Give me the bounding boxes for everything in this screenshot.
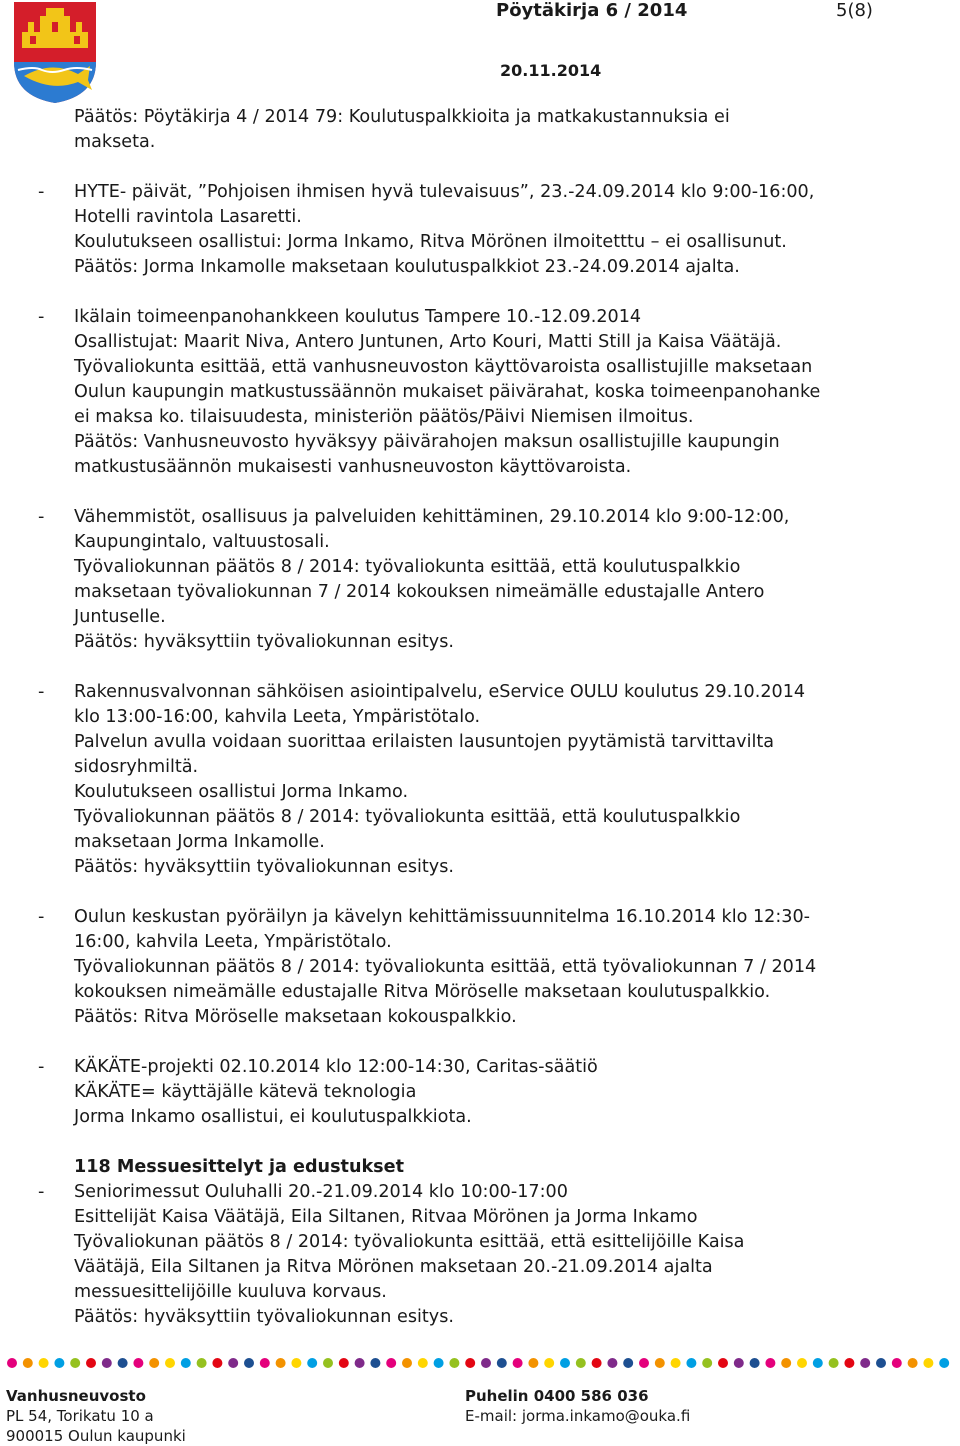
divider-dot: [797, 1358, 807, 1368]
divider-dot: [133, 1358, 143, 1368]
document-title: Pöytäkirja 6 / 2014: [496, 0, 688, 21]
divider-dot: [781, 1358, 791, 1368]
divider-dot: [908, 1358, 918, 1368]
divider-dot: [102, 1358, 112, 1368]
text-line: Jorma Inkamo osallistui, ei koulutuspalkkiota.: [74, 1107, 472, 1127]
divider-dot: [750, 1358, 760, 1368]
divider-dot: [892, 1358, 902, 1368]
list-item: - Rakennusvalvonnan sähköisen asiointipalvelu, eService OULU koulutus 29.10.2014: [38, 682, 806, 702]
divider-dot: [86, 1358, 96, 1368]
divider-dot: [23, 1358, 33, 1368]
text-line: matkustusäännön mukaisesti vanhusneuvoston käyttövaroista.: [74, 457, 632, 477]
text-line: maksetaan työvaliokunnan 7 / 2014 kokouksen nimeämälle edustajalle Antero: [74, 582, 765, 602]
text-line: Osallistujat: Maarit Niva, Antero Juntunen, Arto Kouri, Matti Still ja Kaisa Väätäjä.: [74, 332, 782, 352]
divider-dot: [939, 1358, 949, 1368]
text-line: KÄKÄTE= käyttäjälle kätevä teknologia: [74, 1082, 417, 1102]
divider-dot: [765, 1358, 775, 1368]
text-line: Juntuselle.: [74, 607, 166, 627]
list-item: - Vähemmistöt, osallisuus ja palveluiden kehittäminen, 29.10.2014 klo 9:00-12:00,: [38, 507, 790, 527]
document-date: 20.11.2014: [500, 61, 602, 80]
divider-dot: [449, 1358, 459, 1368]
divider-dot: [592, 1358, 602, 1368]
footer-org: Vanhusneuvosto: [6, 1387, 146, 1405]
footer-city: 900015 Oulun kaupunki: [6, 1427, 186, 1445]
divider-dot: [734, 1358, 744, 1368]
divider-dot: [39, 1358, 49, 1368]
text-line: Työvaliokunan päätös 8 / 2014: työvaliokunta esittää, että esittelijöille Kaisa: [74, 1232, 745, 1252]
divider-dot: [402, 1358, 412, 1368]
divider-dot: [844, 1358, 854, 1368]
list-item: - HYTE- päivät, ”Pohjoisen ihmisen hyvä tulevaisuus”, 23.-24.09.2014 klo 9:00-16:00,: [38, 182, 815, 202]
divider-dot: [7, 1358, 17, 1368]
text-line: Päätös: Vanhusneuvosto hyväksyy päivärahojen maksun osallistujille kaupungin: [74, 432, 780, 452]
divider-dot: [276, 1358, 286, 1368]
divider-dot: [323, 1358, 333, 1368]
text-line: klo 13:00-16:00, kahvila Leeta, Ympäristötalo.: [74, 707, 481, 727]
text-line: Esittelijät Kaisa Väätäjä, Eila Siltanen, Ritvaa Mörönen ja Jorma Inkamo: [74, 1207, 698, 1227]
text-line: Työvaliokunnan päätös 8 / 2014: työvaliokunta esittää, että koulutuspalkkio: [74, 557, 741, 577]
divider-dot: [481, 1358, 491, 1368]
divider-dot: [829, 1358, 839, 1368]
divider-dot: [813, 1358, 823, 1368]
section-heading: 118 Messuesittelyt ja edustukset: [74, 1157, 404, 1177]
text-line: Kaupungintalo, valtuustosali.: [74, 532, 330, 552]
text-line: Väätäjä, Eila Siltanen ja Ritva Mörönen maksetaan 20.-21.09.2014 ajalta: [74, 1257, 713, 1277]
divider-dot: [54, 1358, 64, 1368]
footer-contact-left: [6, 1386, 186, 1446]
text-line: Päätös: hyväksyttiin työvaliokunnan esitys.: [74, 857, 454, 877]
divider-dot: [260, 1358, 270, 1368]
divider-dot: [671, 1358, 681, 1368]
footer-email[interactable]: E-mail: jorma.inkamo@ouka.fi: [465, 1407, 691, 1425]
text-line: Oulun kaupungin matkustussäännön mukaiset päivärahat, koska toimeenpanohanke: [74, 382, 821, 402]
text-line: sidosryhmiltä.: [74, 757, 199, 777]
list-item: - Ikälain toimeenpanohankkeen koulutus Tampere 10.-12.09.2014: [38, 307, 642, 327]
divider-dot: [655, 1358, 665, 1368]
divider-dot: [623, 1358, 633, 1368]
text-line: Päätös: hyväksyttiin työvaliokunnan esitys.: [74, 632, 454, 652]
footer-phone: Puhelin 0400 586 036: [465, 1387, 649, 1405]
divider-dot: [465, 1358, 475, 1368]
page-number: 5(8): [836, 0, 873, 21]
divider-dot: [197, 1358, 207, 1368]
divider-dot: [544, 1358, 554, 1368]
divider-dot: [291, 1358, 301, 1368]
footer-address: PL 54, Torikatu 10 a: [6, 1407, 154, 1425]
list-item: - KÄKÄTE-projekti 02.10.2014 klo 12:00-14:30, Caritas-säätiö: [38, 1057, 598, 1077]
divider-dot: [434, 1358, 444, 1368]
divider-dot: [576, 1358, 586, 1368]
divider-dot: [718, 1358, 728, 1368]
text-line: Koulutukseen osallistui: Jorma Inkamo, Ritva Mörönen ilmoitetttu – ei osallisunut.: [74, 232, 787, 252]
divider-dot: [70, 1358, 80, 1368]
divider-dot: [339, 1358, 349, 1368]
text-line: Työvaliokunnan päätös 8 / 2014: työvaliokunta esittää, että työvaliokunnan 7 / 2014: [74, 957, 817, 977]
divider-dot: [876, 1358, 886, 1368]
divider-dot: [702, 1358, 712, 1368]
text-line: Päätös: Pöytäkirja 4 / 2014 79: Koulutuspalkkioita ja matkakustannuksia ei: [74, 107, 730, 127]
list-item: - Oulun keskustan pyöräilyn ja kävelyn kehittämissuunnitelma 16.10.2014 klo 12:30-: [38, 907, 810, 927]
divider-dot: [560, 1358, 570, 1368]
divider-dot: [181, 1358, 191, 1368]
divider-dot: [370, 1358, 380, 1368]
text-line: Päätös: Jorma Inkamolle maksetaan koulutuspalkkiot 23.-24.09.2014 ajalta.: [74, 257, 740, 277]
list-item: - Seniorimessut Ouluhalli 20.-21.09.2014 klo 10:00-17:00: [38, 1182, 568, 1202]
text-line: Päätös: Ritva Möröselle maksetaan kokouspalkkio.: [74, 1007, 517, 1027]
decorative-dot-divider: [6, 1356, 954, 1370]
text-line: Hotelli ravintola Lasaretti.: [74, 207, 302, 227]
divider-dot: [244, 1358, 254, 1368]
divider-dot: [923, 1358, 933, 1368]
document-body: [0, 105, 960, 1330]
text-line: messuesittelijöille kuuluva korvaus.: [74, 1282, 387, 1302]
text-line: maksetaan Jorma Inkamolle.: [74, 832, 325, 852]
footer-contact-right: [465, 1386, 690, 1426]
divider-dot: [386, 1358, 396, 1368]
divider-dot: [528, 1358, 538, 1368]
text-line: ei maksa ko. tilaisuudesta, ministeriön päätös/Päivi Niemisen ilmoitus.: [74, 407, 694, 427]
divider-dot: [860, 1358, 870, 1368]
oulu-coat-of-arms-icon: [12, 0, 98, 104]
divider-dot: [497, 1358, 507, 1368]
divider-dot: [418, 1358, 428, 1368]
divider-dot: [307, 1358, 317, 1368]
divider-dot: [165, 1358, 175, 1368]
text-line: Koulutukseen osallistui Jorma Inkamo.: [74, 782, 409, 802]
text-line: Työvaliokunnan päätös 8 / 2014: työvaliokunta esittää, että koulutuspalkkio: [74, 807, 741, 827]
text-line: kokouksen nimeämälle edustajalle Ritva Möröselle maksetaan koulutuspalkkio.: [74, 982, 771, 1002]
text-line: makseta.: [74, 132, 156, 152]
divider-dot: [513, 1358, 523, 1368]
divider-dot: [355, 1358, 365, 1368]
divider-dot: [149, 1358, 159, 1368]
text-line: Palvelun avulla voidaan suorittaa erilaisten lausuntojen pyytämistä tarvittavilta: [74, 732, 775, 752]
divider-dot: [607, 1358, 617, 1368]
text-line: Päätös: hyväksyttiin työvaliokunnan esitys.: [74, 1307, 454, 1327]
divider-dot: [639, 1358, 649, 1368]
text-line: Työvaliokunta esittää, että vanhusneuvoston käyttövaroista osallistujille maksetaan: [74, 357, 813, 377]
text-line: 16:00, kahvila Leeta, Ympäristötalo.: [74, 932, 392, 952]
divider-dot: [686, 1358, 696, 1368]
divider-dot: [118, 1358, 128, 1368]
divider-dot: [212, 1358, 222, 1368]
divider-dot: [228, 1358, 238, 1368]
